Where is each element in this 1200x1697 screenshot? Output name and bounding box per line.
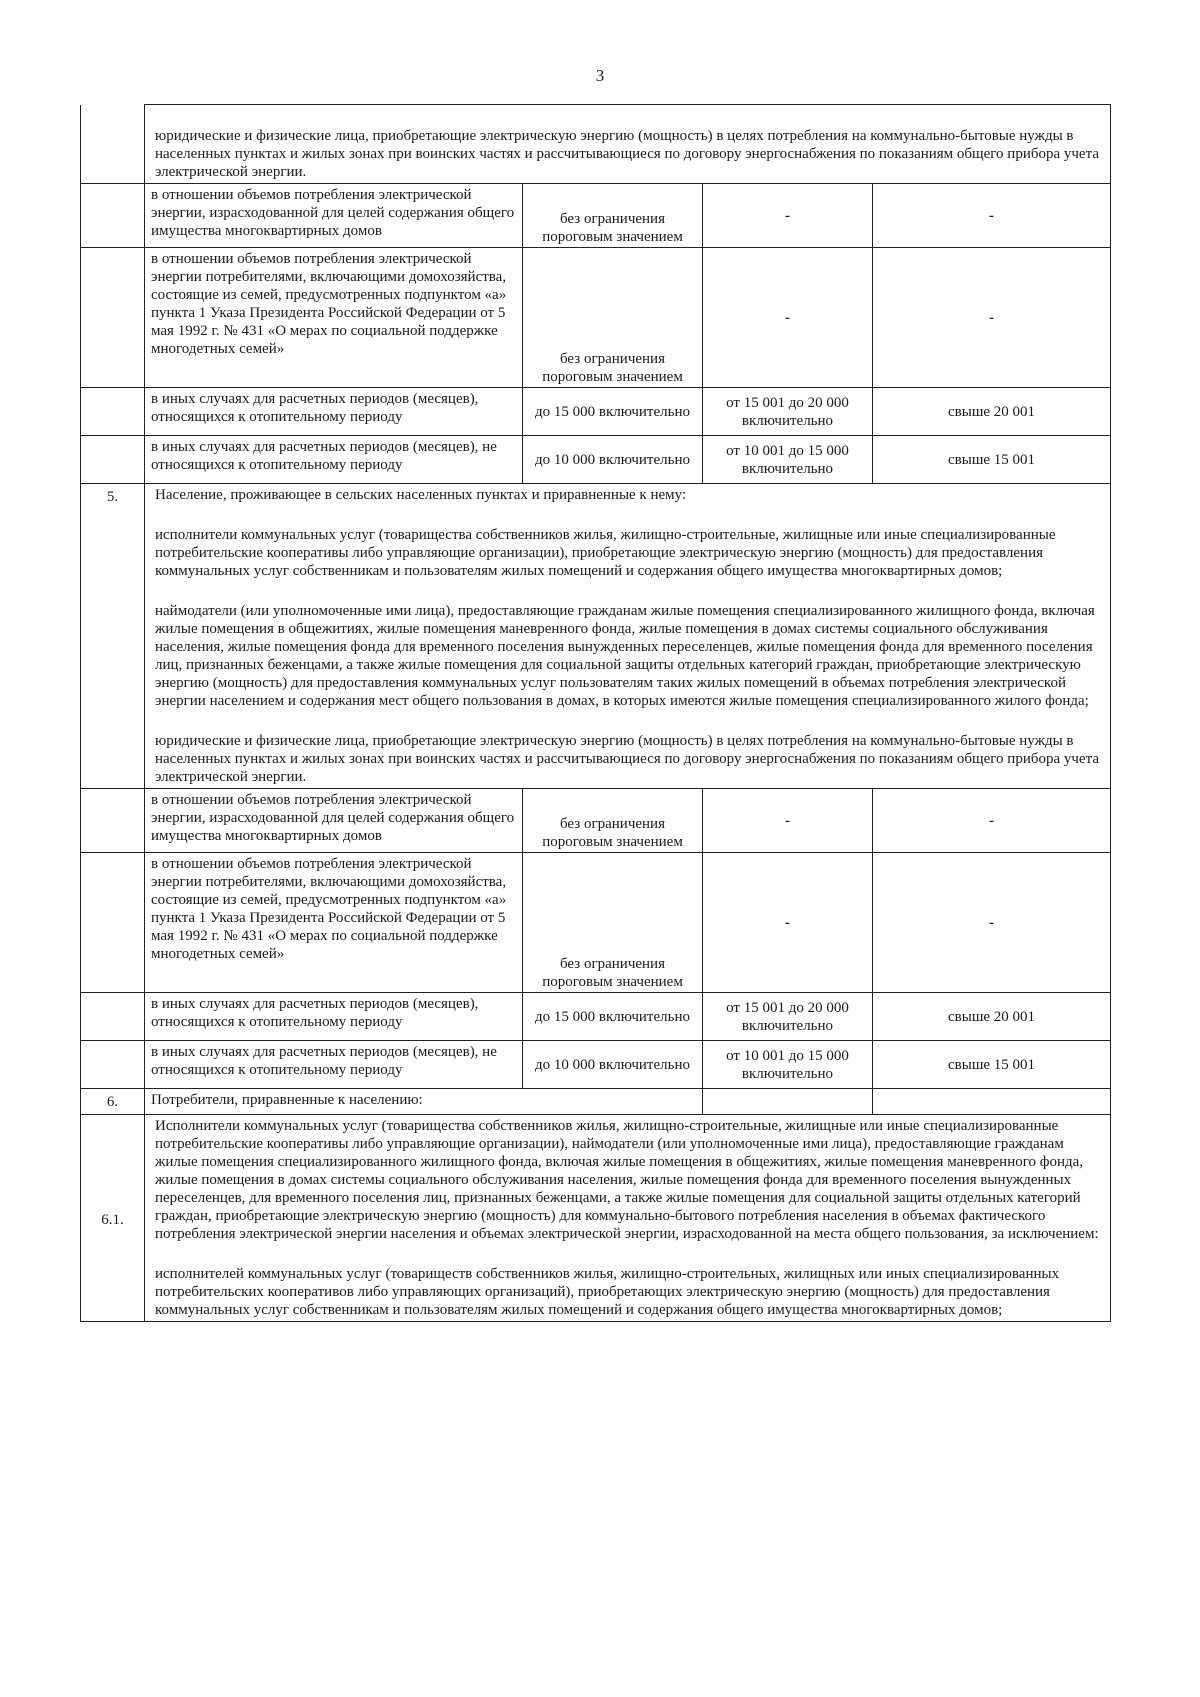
table-row <box>81 993 1111 1041</box>
row-label: в иных случаях для расчетных периодов (месяцев), не относящихся к отопительному периоду <box>145 436 523 484</box>
tariff-table <box>80 104 1111 1322</box>
section61-paragraph: Исполнители коммунальных услуг (товарищества собственников жилья, жилищно-строительные, жилищные или иные специализированные потребительские кооперативы либо управляющие организации), наймодатели (или уполномоченные ими лица), предоставляющие гражданам жилые помещения специализированного жилищного фонда, включая жилые помещения в общежитиях, жилые помещения маневренного фонда, жилые помещения в домах системы социального обслуживания населения, жилые помещения фонда для временного поселения вынужденных переселенцев, для временного поселения лиц, признанных беженцами, а также жилые помещения для социальной защиты отдельных категорий граждан, приобретающие электрическую энергию (мощность) для коммунально-бытового потребления населения в объемах фактического потребления электрической энергии населения и объемах электрической энергии, израсходованной на места общего пользования, за исключением: <box>155 1118 1099 1242</box>
value-cell: от 10 001 до 15 000 включительно <box>703 1041 873 1089</box>
section61-paragraph: исполнителей коммунальных услуг (товариществ собственников жилья, жилищно-строительных, жилищных или иных специализированных потребительских кооперативов либо управляющих организаций), приобретающих электрическую энергию (мощность) для предоставления коммунальных услуг собственникам и пользователям жилых помещений и содержания общего имущества многоквартирных домов; <box>155 1266 1060 1318</box>
value-cell: - <box>873 853 1111 993</box>
value-cell: свыше 20 001 <box>873 993 1111 1041</box>
row-label: в иных случаях для расчетных периодов (месяцев), относящихся к отопительному периоду <box>145 388 523 436</box>
row-label: в иных случаях для расчетных периодов (месяцев), не относящихся к отопительному периоду <box>145 1041 523 1089</box>
section5-title: Население, проживающее в сельских населенных пунктах и приравненные к нему: <box>155 487 687 503</box>
value-cell: без ограничения пороговым значением <box>523 789 703 853</box>
section61-block <box>145 1115 1111 1322</box>
table-row <box>81 1089 1111 1115</box>
value-cell: до 15 000 включительно <box>523 388 703 436</box>
row-number-cell <box>81 105 145 184</box>
row-label: в иных случаях для расчетных периодов (месяцев), относящихся к отопительному периоду <box>145 993 523 1041</box>
value-cell: свыше 15 001 <box>873 436 1111 484</box>
value-cell: до 10 000 включительно <box>523 436 703 484</box>
table-row <box>81 484 1111 789</box>
section5-paragraph: наймодатели (или уполномоченные ими лица), предоставляющие гражданам жилые помещения специализированного жилищного фонда, включая жилые помещения в общежитиях, жилые помещения маневренного фонда, жилые помещения в домах системы социального обслуживания населения, жилые помещения фонда для временного поселения вынужденных переселенцев, жилые помещения фонда для временного поселения лиц, признанных беженцами, а также жилые помещения для социальной защиты отдельных категорий граждан, приобретающие электрическую энергию (мощность) для предоставления коммунальных услуг пользователям таких жилых помещений в объемах потребления электрической энергии населением и содержания мест общего пользования в домах, в которых имеются жилые помещения специализированного жилого фонда; <box>155 603 1095 709</box>
table-row <box>81 1115 1111 1322</box>
row-label: в отношении объемов потребления электрической энергии потребителями, включающими домохозяйства, состоящие из семей, предусмотренных подпунктом «а» пункта 1 Указа Президента Российской Федерации от 5 мая 1992 г. № 431 «О мерах по социальной поддержке многодетных семей» <box>145 853 523 993</box>
value-cell: от 15 001 до 20 000 включительно <box>703 388 873 436</box>
section5-paragraph: юридические и физические лица, приобретающие электрическую энергию (мощность) в целях потребления на коммунально-бытовые нужды в населенных пунктах и жилых зонах при воинских частях и рассчитывающиеся по договору энергоснабжения по показаниям общего прибора учета электрической энергии. <box>155 733 1099 785</box>
value-cell: - <box>873 789 1111 853</box>
table-row <box>81 1041 1111 1089</box>
section6-title: Потребители, приравненные к населению: <box>145 1089 703 1115</box>
value-cell: свыше 15 001 <box>873 1041 1111 1089</box>
value-cell: - <box>703 184 873 248</box>
value-cell: - <box>703 248 873 388</box>
table-row <box>81 248 1111 388</box>
table-row <box>81 388 1111 436</box>
block-a-intro: юридические и физические лица, приобретающие электрическую энергию (мощность) в целях потребления на коммунально-бытовые нужды в населенных пунктах и жилых зонах при воинских частях и рассчитывающиеся по договору энергоснабжения по показаниям общего прибора учета электрической энергии. <box>145 105 1111 184</box>
table-row <box>81 789 1111 853</box>
section5-block <box>145 484 1111 789</box>
row-label: в отношении объемов потребления электрической энергии, израсходованной для целей содержания общего имущества многоквартирных домов <box>145 789 523 853</box>
table-row <box>81 105 1111 184</box>
value-cell: свыше 20 001 <box>873 388 1111 436</box>
section-number: 5. <box>81 484 145 789</box>
table-row <box>81 436 1111 484</box>
section-number: 6. <box>81 1089 145 1115</box>
value-cell: - <box>873 248 1111 388</box>
value-cell: - <box>703 853 873 993</box>
row-label: в отношении объемов потребления электрической энергии потребителями, включающими домохозяйства, состоящие из семей, предусмотренных подпунктом «а» пункта 1 Указа Президента Российской Федерации от 5 мая 1992 г. № 431 «О мерах по социальной поддержке многодетных семей» <box>145 248 523 388</box>
section-number: 6.1. <box>81 1115 145 1322</box>
table-row <box>81 184 1111 248</box>
table-row <box>81 853 1111 993</box>
value-cell: от 10 001 до 15 000 включительно <box>703 436 873 484</box>
value-cell: от 15 001 до 20 000 включительно <box>703 993 873 1041</box>
row-label: в отношении объемов потребления электрической энергии, израсходованной для целей содержания общего имущества многоквартирных домов <box>145 184 523 248</box>
value-cell: до 15 000 включительно <box>523 993 703 1041</box>
page-number: 3 <box>595 66 605 85</box>
section5-paragraph: исполнители коммунальных услуг (товарищества собственников жилья, жилищно-строительные, жилищные или иные специализированные потребительские кооперативы либо управляющие организации), приобретающие электрическую энергию (мощность) для предоставления коммунальных услуг собственникам и пользователям жилых помещений и содержания общего имущества многоквартирных домов; <box>155 527 1056 579</box>
value-cell: - <box>703 789 873 853</box>
value-cell: до 10 000 включительно <box>523 1041 703 1089</box>
value-cell: - <box>873 184 1111 248</box>
value-cell: без ограничения пороговым значением <box>523 853 703 993</box>
value-cell: без ограничения пороговым значением <box>523 248 703 388</box>
value-cell: без ограничения пороговым значением <box>523 184 703 248</box>
